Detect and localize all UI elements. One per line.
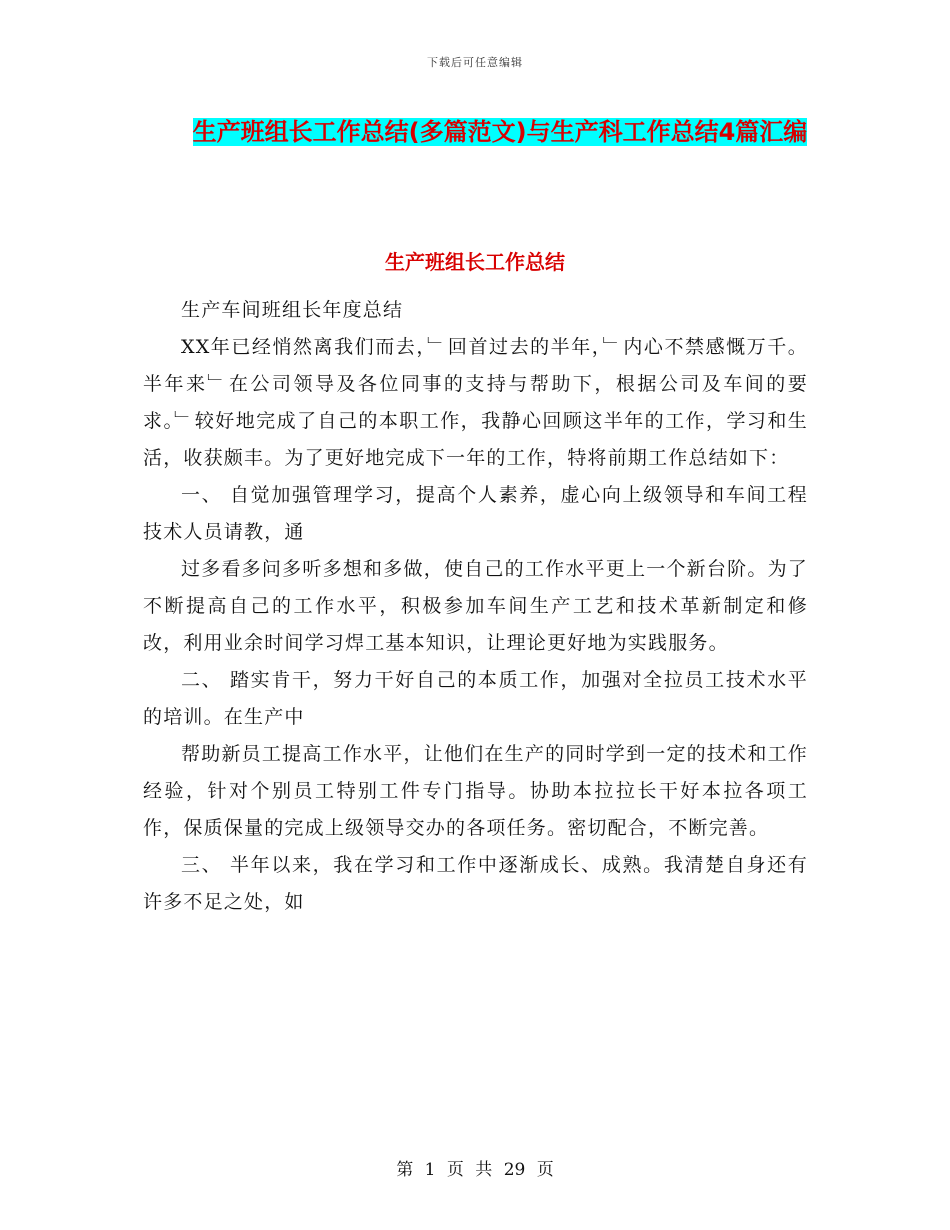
paragraph: 三、 半年以来，我在学习和工作中逐渐成长、成熟。我清楚自身还有许多不足之处，如: [143, 854, 808, 913]
page-footer: 第 1 页 共 29 页: [396, 1160, 554, 1180]
paragraph: 过多看多问多听多想和多做，使自己的工作水平更上一个新台阶。为了不断提高自己的工作水平，积极参加车间生产工艺和技术革新制定和修改，利用业余时间学习焊工基本知识，让理论更好地为实践服务。: [143, 558, 808, 654]
paragraph: XX年已经悄然离我们而去，﹂回首过去的半年，﹂内心不禁感慨万千。半年来﹂在公司领导及各位同事的支持与帮助下，根据公司及车间的要求。﹂较好地完成了自己的本职工作，我静心回顾这半年的工作，学习和生活，收获颇丰。为了更好地完成下一年的工作，特将前期工作总结如下：: [143, 336, 808, 469]
document-title: [150, 108, 850, 156]
paragraph: 二、 踏实肯干，努力干好自己的本质工作，加强对全拉员工技术水平的培训。在生产中: [143, 669, 808, 728]
paragraph: 帮助新员工提高工作水平，让他们在生产的同时学到一定的技术和工作经验，针对个别员工特别工件专门指导。协助本拉拉长干好本拉各项工作，保质保量的完成上级领导交办的各项任务。密切配合，不断完善。: [143, 743, 808, 839]
document-body: [143, 292, 808, 921]
section-title: 生产班组长工作总结: [385, 250, 565, 274]
document-title-text: 生产班组长工作总结(多篇范文)与生产科工作总结4篇汇编: [192, 118, 808, 146]
paragraph: 一、 自觉加强管理学习，提高个人素养，虚心向上级领导和车间工程技术人员请教，通: [143, 484, 808, 543]
paragraph: 生产车间班组长年度总结: [181, 299, 404, 321]
header-note: 下载后可任意编辑: [427, 56, 523, 69]
